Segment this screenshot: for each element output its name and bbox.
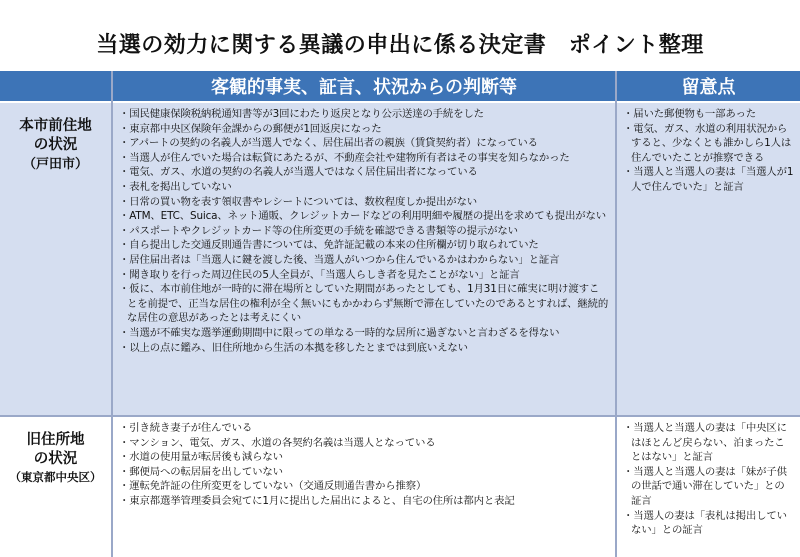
- list-item: ・ 当選人と当選人の妻は「当選人が1人で住んでいた」と証言: [623, 165, 794, 194]
- list-item: ・ アパートの契約の名義人が当選人でなく、居住届出者の親族（賃貸契約者）になっている: [119, 136, 609, 151]
- list-item: ・ 届いた郵便物も一部あった: [623, 107, 794, 122]
- list-item: ・ パスポートやクレジットカード等の住所変更の手続を確認できる書類等の提示がない: [119, 224, 609, 239]
- page-title: 当選の効力に関する異議の申出に係る決定書 ポイント整理: [96, 33, 704, 58]
- divider: [111, 71, 113, 557]
- header-facts: [113, 71, 615, 101]
- header-notes-label: 留意点: [681, 77, 736, 98]
- list-item: ・ 運転免許証の住所変更をしていない（交通反則通告書から推察）: [119, 479, 609, 494]
- facts-list: [119, 107, 609, 355]
- list-item: ・ 当選人の妻は「表札は掲出していない」との証言: [623, 509, 794, 538]
- list-item: ・ 引き続き妻子が住んでいる: [119, 421, 609, 436]
- notes-cell-old-address: [617, 417, 800, 557]
- facts-list: [119, 421, 609, 509]
- summary-table: [0, 71, 800, 557]
- header-facts-label: 客観的事実、証言、状況からの判断等: [211, 77, 517, 98]
- notes-cell-former-residence: [617, 103, 800, 415]
- header-notes: [617, 71, 800, 101]
- divider: [0, 101, 800, 103]
- list-item: ・ 水道の使用量が転居後も減らない: [119, 450, 609, 465]
- row-label-line1: 旧住所地: [26, 432, 85, 448]
- row-sublabel: （東京都中央区）: [9, 470, 102, 484]
- divider: [615, 71, 617, 557]
- list-item: ・ 自ら提出した交通反則通告書については、免許証記載の本来の住所欄が切り取られていた: [119, 238, 609, 253]
- row-label-line1: 本市前住地: [19, 118, 92, 134]
- divider: [0, 415, 800, 417]
- notes-list: [623, 421, 794, 538]
- list-item: ・ 郵便局への転居届を出していない: [119, 465, 609, 480]
- list-item: ・ 居住届出者は「当選人に鍵を渡した後、当選人がいつから住んでいるかはわからない」と証言: [119, 253, 609, 268]
- list-item: ・ マンション、電気、ガス、水道の各契約名義は当選人となっている: [119, 436, 609, 451]
- row-label-former-residence: [0, 103, 111, 415]
- list-item: ・ 当選人と当選人の妻は「中央区にはほとんど戻らない、泊まったことはない」と証言: [623, 421, 794, 465]
- list-item: ・ 当選人が住んでいた場合は転貸にあたるが、不動産会社や建物所有者はその事実を知らなかった: [119, 151, 609, 166]
- row-label-line2: の状況: [33, 137, 78, 153]
- row-label-old-address: [0, 417, 111, 557]
- list-item: ・ ATM、ETC、Suica、ネット通販、クレジットカードなどの利用明細や履歴の提出を求めても提出がない: [119, 209, 609, 224]
- facts-cell-old-address: [113, 417, 615, 557]
- list-item: ・ 電気、ガス、水道の利用状況からすると、少なくとも誰かしら1人は住んでいたことが推察できる: [623, 122, 794, 166]
- row-sublabel: （戸田市）: [22, 157, 88, 172]
- list-item: ・ 東京都選挙管理委員会宛てに1月に提出した届出によると、自宅の住所は都内と表記: [119, 494, 609, 509]
- notes-list: [623, 107, 794, 195]
- list-item: ・ 当選が不確実な選挙運動期間中に限っての単なる一時的な居所に過ぎないと言わざるを得ない: [119, 326, 609, 341]
- list-item: ・ 東京都中央区保険年金課からの郵便が1回返戻になった: [119, 122, 609, 137]
- list-item: ・ 電気、ガス、水道の契約の名義人が当選人ではなく居住届出者になっている: [119, 165, 609, 180]
- row-label-line2: の状況: [33, 451, 78, 467]
- list-item: ・ 日常の買い物を表す領収書やレシートについては、数枚程度しか提出がない: [119, 195, 609, 210]
- list-item: ・ 仮に、本市前住地が一時的に滞在場所としていた期間があったとしても、1月31日に確実に明け渡すことを前提で、正当な居住の権利が全く無いにもかかわらず無断で滞在していたのであるとすれば、継続的な居住の意思があったとは考えにくい: [119, 282, 609, 326]
- list-item: ・ 以上の点に鑑み、旧住所地から生活の本拠を移したとまでは到底いえない: [119, 341, 609, 356]
- header-blank-cell: [0, 71, 111, 101]
- list-item: ・ 当選人と当選人の妻は「妹が子供の世話で通い滞在していた」との証言: [623, 465, 794, 509]
- list-item: ・ 国民健康保険税納税通知書等が3回にわたり返戻となり公示送達の手続をした: [119, 107, 609, 122]
- list-item: ・ 聞き取りを行った周辺住民の5人全員が、「当選人らしき者を見たことがない」と証言: [119, 268, 609, 283]
- facts-cell-former-residence: [113, 103, 615, 415]
- list-item: ・ 表札を掲出していない: [119, 180, 609, 195]
